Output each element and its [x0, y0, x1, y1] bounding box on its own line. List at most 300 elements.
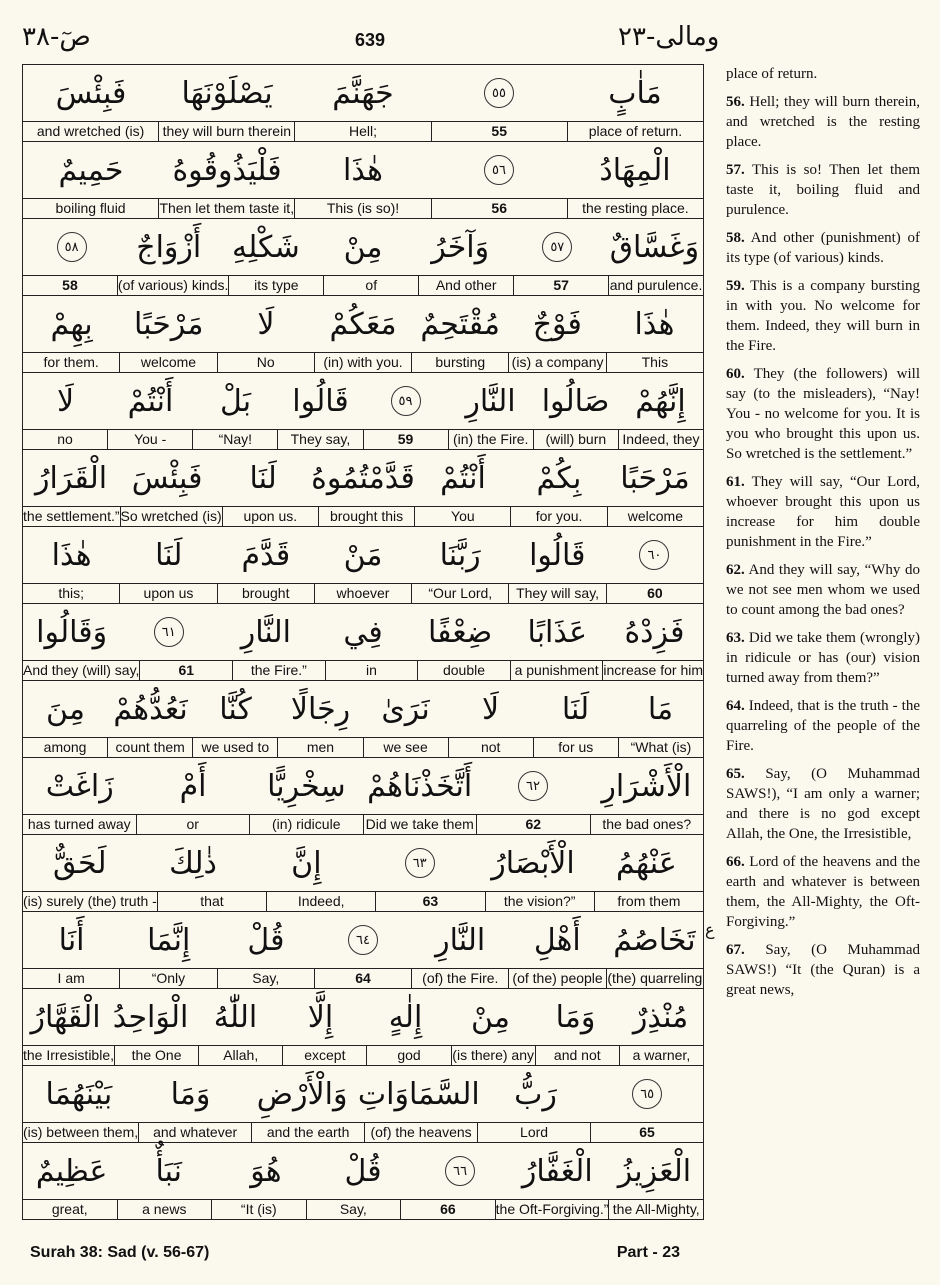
arabic-word: فَزِدْهُ — [624, 614, 685, 650]
verse-number-circle: ٦٠ — [639, 540, 669, 570]
arabic-word: وَمَا — [170, 1076, 211, 1112]
english-gloss-line — [23, 429, 703, 449]
arabic-word: صَالُوا — [541, 383, 610, 419]
english-gloss: You — [414, 506, 510, 526]
verse-number-circle: ٥٧ — [542, 232, 572, 262]
english-gloss: this; — [23, 583, 119, 603]
english-gloss: (of) the heavens — [364, 1122, 477, 1142]
translation-text: Say, (O Muhammad SAWS!), “I am only a warner; and there is no god except Allah, the One, the Irresistible, — [726, 766, 921, 842]
verse-number-circle: ٦٢ — [518, 771, 548, 801]
arabic-word: وَمَا — [555, 999, 596, 1035]
arabic-word: لَا — [257, 306, 275, 342]
english-gloss: Indeed, — [266, 891, 375, 911]
arabic-word: مِنْ — [471, 999, 510, 1035]
english-gloss: “Only — [119, 968, 216, 988]
english-gloss: Did we take them — [363, 814, 477, 834]
arabic-word: وَغَسَّاقٌ — [609, 229, 700, 265]
english-gloss: that — [157, 891, 266, 911]
arabic-line — [23, 449, 703, 506]
translation-verse-number: 63. — [726, 630, 745, 646]
english-gloss-line — [23, 506, 703, 526]
translation-verse-number: 57. — [726, 162, 745, 178]
arabic-word: السَّمَاوَاتِ — [357, 1076, 480, 1112]
english-gloss: You - — [107, 429, 192, 449]
arabic-word: أَنْتُمْ — [440, 460, 486, 496]
translation-paragraph — [726, 852, 920, 932]
arabic-word: الْأَشْرَارِ — [601, 768, 692, 804]
verse-number-label: 64 — [314, 968, 411, 988]
translation-verse-number: 67. — [726, 942, 745, 958]
arabic-line — [23, 834, 703, 891]
translation-paragraph — [726, 628, 920, 688]
translation-text: Hell; they will burn therein, and wretched is the resting place. — [726, 94, 920, 150]
english-gloss: the vision?” — [485, 891, 594, 911]
arabic-word: أَهْلِ — [533, 922, 581, 958]
surah-marker: صٓ-٣٨ — [22, 22, 91, 52]
english-gloss-line — [23, 198, 703, 218]
english-gloss: I am — [23, 968, 119, 988]
arabic-line — [23, 680, 703, 737]
english-gloss: place of return. — [567, 121, 703, 141]
english-gloss: the settlement.” — [23, 508, 120, 524]
arabic-word: يَصْلَوْنَهَا — [181, 75, 273, 111]
english-gloss: brought — [217, 583, 314, 603]
arabic-word: فِي — [343, 614, 383, 650]
english-gloss-line — [23, 583, 703, 603]
arabic-word: فَبِئْسَ — [55, 75, 127, 111]
arabic-word: زَاغَتْ — [45, 768, 114, 804]
verse-number-label: 61 — [139, 660, 232, 680]
verse-number-label: 58 — [23, 275, 117, 295]
english-gloss: They say, — [277, 429, 362, 449]
translation-text: They will say, “Our Lord, whoever brought this upon us increase for him double punishment in the Fire.” — [726, 474, 920, 550]
arabic-word: مَعَكُمْ — [329, 306, 397, 342]
verse-number-marker — [363, 835, 476, 891]
translation-text: They (the followers) will say (to the misleaders), “Nay! You - no welcome for you. It is you who brought this upon us. So wretched is the settlement.” — [726, 366, 920, 462]
english-gloss: brought this — [318, 506, 414, 526]
arabic-word: عَذَابًا — [527, 614, 588, 650]
english-gloss: not — [448, 737, 533, 757]
english-gloss: the Irresistible, — [22, 1047, 115, 1063]
english-gloss: This — [606, 352, 703, 372]
arabic-word: تَخَاصُمُ — [613, 922, 696, 958]
arabic-word: وَآخَرُ — [431, 229, 490, 265]
english-gloss: (of various) kinds. — [117, 277, 229, 293]
english-gloss: double — [417, 660, 510, 680]
verse-number-label: 66 — [400, 1199, 495, 1219]
translation-verse-number: 65. — [726, 766, 745, 782]
arabic-word: قُلْ — [344, 1153, 382, 1189]
arabic-word: كُنَّا — [219, 691, 252, 727]
english-gloss: Indeed, they — [618, 429, 703, 449]
verse-number-marker — [120, 604, 217, 660]
english-gloss: upon us. — [222, 506, 318, 526]
english-gloss: upon us — [119, 583, 216, 603]
translation-column — [726, 64, 920, 1008]
translation-paragraph — [726, 764, 920, 844]
arabic-word: مِنَ — [46, 691, 85, 727]
arabic-line — [23, 218, 703, 275]
verse-number-circle: ٦٥ — [632, 1079, 662, 1109]
english-gloss: (in) with you. — [314, 352, 411, 372]
arabic-word: مِنْ — [343, 229, 383, 265]
translation-verse-number: 64. — [726, 698, 745, 714]
verse-number-marker — [314, 912, 411, 968]
english-gloss: among — [23, 737, 107, 757]
arabic-word: الْقَرَارُ — [35, 460, 108, 496]
verse-number-marker — [431, 142, 567, 198]
verse-number-circle: ٦٣ — [405, 848, 435, 878]
verse-row — [23, 834, 703, 911]
translation-text: Indeed, that is the truth - the quarreling of the people of the Fire. — [726, 698, 920, 754]
english-gloss: Say, — [306, 1199, 401, 1219]
arabic-word: بَيْنَهُمَا — [45, 1076, 113, 1112]
arabic-word: مَاٰبٍ — [608, 75, 662, 111]
translation-verse-number: 60. — [726, 366, 745, 382]
verse-number-circle: ٥٨ — [57, 232, 87, 262]
translation-paragraph — [726, 228, 920, 268]
arabic-word: عَنْهُمُ — [615, 845, 677, 881]
arabic-line — [23, 1142, 703, 1199]
arabic-word: عَظِيمٌ — [35, 1153, 108, 1189]
arabic-word: فَلْيَذُوقُوهُ — [172, 152, 282, 188]
english-gloss: and purulence. — [609, 277, 703, 293]
arabic-word: مَرْحَبًا — [134, 306, 204, 342]
verse-row — [23, 757, 703, 834]
translation-text: Did we take them (wrongly) in ridicule or has (our) vision turned away from them?” — [726, 630, 921, 686]
translation-verse-number: 56. — [726, 94, 745, 110]
arabic-word: لَنَا — [561, 691, 590, 727]
arabic-word: وَقَالُوا — [36, 614, 108, 650]
english-gloss: bursting — [411, 352, 508, 372]
arabic-word: الْمِهَادُ — [599, 152, 671, 188]
arabic-word: إِلَّا — [307, 999, 334, 1035]
english-gloss-line — [23, 121, 703, 141]
english-gloss: and not — [535, 1045, 619, 1065]
arabic-word: إِلٰهٍ — [388, 999, 423, 1035]
verse-row — [23, 372, 703, 449]
ruku-mark: ع — [705, 920, 715, 939]
english-gloss: welcome — [607, 506, 703, 526]
surah-reference: Surah 38: Sad (v. 56-67) — [30, 1244, 210, 1261]
arabic-word: قَدَّمَ — [241, 537, 291, 573]
arabic-word: هٰذَا — [343, 152, 383, 188]
verse-row — [23, 988, 703, 1065]
arabic-line — [23, 295, 703, 352]
english-gloss-line — [23, 814, 703, 834]
translation-paragraph — [726, 92, 920, 152]
english-gloss: from them — [594, 891, 703, 911]
english-gloss: we used to — [192, 737, 277, 757]
english-gloss: No — [217, 352, 314, 372]
translation-text: Lord of the heavens and the earth and whatever is between them, the All-Mighty, the Oft-Forgiving.” — [726, 854, 920, 930]
arabic-word: مُقْتَحِمٌ — [420, 306, 500, 342]
verse-number-label: 63 — [375, 891, 484, 911]
arabic-word: لَنَا — [155, 537, 183, 573]
arabic-word: أَنَا — [58, 922, 85, 958]
english-gloss: count them — [107, 737, 192, 757]
english-gloss: (is) between them, — [22, 1124, 139, 1140]
translation-text: Say, (O Muhammad SAWS!) “It (the Quran) is a great news, — [726, 942, 921, 998]
verse-number-circle: ٥٩ — [391, 386, 421, 416]
english-gloss: Lord — [477, 1122, 590, 1142]
english-gloss: in — [325, 660, 418, 680]
english-gloss: has turned away — [23, 814, 136, 834]
english-gloss-line — [23, 891, 703, 911]
translation-paragraph — [726, 940, 920, 1000]
verse-number-marker — [606, 527, 703, 583]
verse-row — [23, 603, 703, 680]
verse-number-marker — [431, 65, 567, 121]
arabic-word: الْغَفَّارُ — [521, 1153, 593, 1189]
verse-row — [23, 526, 703, 603]
english-gloss: This (is so)! — [294, 198, 430, 218]
arabic-word: إِنَّمَا — [147, 922, 191, 958]
english-gloss-line — [23, 660, 703, 680]
translation-text: And other (punishment) of its type (of various) kinds. — [726, 230, 920, 266]
english-gloss: for them. — [23, 352, 119, 372]
english-gloss: Then let them taste it, — [159, 200, 295, 216]
arabic-word: رِجَالًا — [290, 691, 351, 727]
arabic-line — [23, 1065, 703, 1122]
english-gloss: god — [366, 1045, 450, 1065]
verse-number-label: 65 — [590, 1122, 703, 1142]
english-gloss: (is there) any — [452, 1047, 534, 1063]
translation-text: place of return. — [726, 66, 818, 82]
english-gloss: So wretched (is) — [120, 508, 222, 524]
arabic-word: هُوَ — [250, 1153, 282, 1189]
arabic-word: قُلْ — [247, 922, 285, 958]
english-gloss: and whatever — [138, 1122, 251, 1142]
english-gloss: no — [23, 429, 107, 449]
verse-row — [23, 65, 703, 141]
english-gloss: Say, — [217, 968, 314, 988]
english-gloss: whoever — [314, 583, 411, 603]
verse-number-circle: ٦٦ — [445, 1156, 475, 1186]
translation-paragraph — [726, 560, 920, 620]
arabic-word: مَرْحَبًا — [620, 460, 690, 496]
translation-text: This is a company bursting in with you. No welcome for them. Indeed, they will burn in the Fire. — [726, 278, 920, 354]
english-gloss-line — [23, 1045, 703, 1065]
english-gloss: the resting place. — [567, 198, 703, 218]
translation-text: This is so! Then let them taste it, boiling fluid and purulence. — [726, 162, 920, 218]
english-gloss: They will say, — [508, 583, 605, 603]
english-gloss: of — [323, 275, 418, 295]
english-gloss: except — [282, 1045, 366, 1065]
arabic-word: رَبُّ — [514, 1076, 557, 1112]
arabic-word: الْأَبْصَارُ — [491, 845, 575, 881]
arabic-word: سِخْرِيًّا — [267, 768, 346, 804]
translation-text: And they will say, “Why do we not see men whom we used to count among the bad ones? — [726, 562, 920, 618]
arabic-word: الْوَاحِدُ — [112, 999, 189, 1035]
arabic-word: النَّارِ — [465, 383, 516, 419]
arabic-word: مَا — [647, 691, 674, 727]
english-gloss: a punishment — [510, 660, 603, 680]
verse-number-label: 59 — [363, 429, 448, 449]
english-gloss: men — [277, 737, 362, 757]
english-gloss-line — [23, 737, 703, 757]
arabic-word: نَبَأٌ — [155, 1153, 182, 1189]
english-gloss: “What (is) — [618, 737, 703, 757]
english-gloss: the All-Mighty, — [608, 1199, 703, 1219]
english-gloss: the Fire.” — [232, 660, 325, 680]
part-marker: ومالی-٢٣ — [618, 22, 720, 52]
verse-row — [23, 218, 703, 295]
arabic-word: لَنَا — [249, 460, 277, 496]
arabic-word: نَعُدُّهُمْ — [113, 691, 188, 727]
word-by-word-grid — [22, 64, 704, 1220]
translation-paragraph — [726, 64, 920, 84]
verse-number-circle: ٦٤ — [348, 925, 378, 955]
english-gloss-line — [23, 275, 703, 295]
arabic-word: أَنْتُمْ — [127, 383, 174, 419]
verse-number-label: 62 — [476, 814, 590, 834]
verse-number-marker — [363, 373, 448, 429]
arabic-word: قَالُوا — [292, 383, 349, 419]
english-gloss: for you. — [510, 506, 606, 526]
english-gloss: (will) burn — [533, 429, 618, 449]
english-gloss: we see — [363, 737, 448, 757]
english-gloss: (in) ridicule — [249, 814, 363, 834]
translation-verse-number: 61. — [726, 474, 745, 490]
translation-paragraph — [726, 696, 920, 756]
arabic-word: أَتَّخَذْنَاهُمْ — [367, 768, 473, 804]
arabic-line — [23, 911, 703, 968]
verse-number-label: 57 — [513, 275, 608, 295]
verse-row — [23, 295, 703, 372]
arabic-word: أَزْوَاجٌ — [136, 229, 202, 265]
arabic-word: بِهِمْ — [50, 306, 93, 342]
translation-paragraph — [726, 472, 920, 552]
english-gloss-line — [23, 1199, 703, 1219]
english-gloss: (in) the Fire. — [448, 429, 533, 449]
part-reference: Part - 23 — [616, 1244, 680, 1261]
english-gloss: they will burn therein — [158, 121, 294, 141]
translation-paragraph — [726, 276, 920, 356]
english-gloss: “Nay! — [192, 429, 277, 449]
arabic-word: جَهَنَّمَ — [332, 75, 394, 111]
translation-paragraph — [726, 160, 920, 220]
arabic-word: لَا — [481, 691, 500, 727]
english-gloss: And they (will) say, — [22, 662, 140, 678]
arabic-word: شَكْلِهِ — [232, 229, 300, 265]
verse-number-circle: ٦١ — [154, 617, 184, 647]
english-gloss: its type — [228, 275, 323, 295]
english-gloss-line — [23, 968, 703, 988]
english-gloss: (of) the Fire. — [411, 968, 508, 988]
english-gloss: and the earth — [251, 1122, 364, 1142]
english-gloss: (the) quarreling — [607, 970, 703, 986]
english-gloss: for us — [533, 737, 618, 757]
translation-verse-number: 59. — [726, 278, 745, 294]
arabic-line — [23, 65, 703, 121]
arabic-word: وَالْأَرْضِ — [256, 1076, 348, 1112]
english-gloss: boiling fluid — [23, 198, 158, 218]
english-gloss: (is) a company — [508, 352, 605, 372]
verse-row — [23, 911, 703, 988]
arabic-word: ضِعْفًا — [428, 614, 493, 650]
arabic-line — [23, 603, 703, 660]
verse-number-circle: ٥٦ — [484, 155, 514, 185]
verse-number-label: 55 — [431, 121, 567, 141]
arabic-word: النَّارِ — [435, 922, 486, 958]
page-header — [0, 0, 940, 64]
arabic-word: قَدَّمْتُمُوهُ — [311, 460, 415, 496]
translation-paragraph — [726, 364, 920, 464]
arabic-line — [23, 526, 703, 583]
arabic-word: الْقَهَّارُ — [30, 999, 101, 1035]
arabic-word: لَا — [56, 383, 75, 419]
english-gloss: the bad ones? — [590, 814, 704, 834]
arabic-word: إِنَّ — [291, 845, 322, 881]
arabic-word: رَبَّنَا — [439, 537, 481, 573]
verse-number-circle: ٥٥ — [484, 78, 514, 108]
page-number: 639 — [354, 30, 386, 50]
arabic-word: ذٰلِكَ — [169, 845, 217, 881]
english-gloss: a news — [117, 1199, 212, 1219]
english-gloss: and wretched (is) — [23, 121, 158, 141]
verse-number-marker — [591, 1066, 703, 1122]
english-gloss: great, — [23, 1199, 117, 1219]
translation-verse-number: 58. — [726, 230, 745, 246]
english-gloss: Allah, — [198, 1045, 282, 1065]
arabic-word: مَنْ — [343, 537, 383, 573]
arabic-word: بَلْ — [219, 383, 252, 419]
translation-verse-number: 66. — [726, 854, 745, 870]
arabic-word: حَمِيمٌ — [58, 152, 124, 188]
verse-number-label: 56 — [431, 198, 567, 218]
english-gloss: the Oft-Forgiving.” — [495, 1201, 609, 1217]
arabic-word: فَبِئْسَ — [131, 460, 203, 496]
arabic-line — [23, 988, 703, 1045]
arabic-word: قَالُوا — [529, 537, 586, 573]
arabic-word: الْعَزِيزُ — [617, 1153, 692, 1189]
arabic-word: مُنْذِرٌ — [632, 999, 689, 1035]
arabic-word: نَرَىٰ — [381, 691, 430, 727]
arabic-line — [23, 141, 703, 198]
arabic-line — [23, 372, 703, 429]
verse-row — [23, 449, 703, 526]
english-gloss: (of the) people — [508, 968, 605, 988]
verse-row — [23, 680, 703, 757]
english-gloss: (is) surely (the) truth - — [23, 893, 157, 909]
english-gloss: Hell; — [294, 121, 430, 141]
english-gloss: a warner, — [619, 1045, 703, 1065]
arabic-word: هٰذَا — [51, 537, 92, 573]
arabic-word: إِنَّهُمْ — [635, 383, 686, 419]
verse-number-marker — [509, 219, 606, 275]
arabic-word: هٰذَا — [634, 306, 675, 342]
arabic-word: أَمْ — [179, 768, 207, 804]
verse-number-marker — [412, 1143, 509, 1199]
english-gloss: the One — [114, 1045, 198, 1065]
arabic-word: بِكُمْ — [536, 460, 582, 496]
english-gloss-line — [23, 352, 703, 372]
verse-number-marker — [476, 758, 589, 814]
arabic-word: اللّٰهُ — [213, 999, 258, 1035]
arabic-word: لَحَقٌّ — [52, 845, 107, 881]
english-gloss: or — [136, 814, 250, 834]
verse-number-marker — [23, 219, 120, 275]
verse-row — [23, 1065, 703, 1142]
verse-number-label: 60 — [606, 583, 703, 603]
page-footer — [30, 1244, 710, 1262]
english-gloss: And other — [418, 275, 513, 295]
verse-row — [23, 141, 703, 218]
english-gloss: welcome — [119, 352, 216, 372]
english-gloss-line — [23, 1122, 703, 1142]
arabic-line — [23, 757, 703, 814]
